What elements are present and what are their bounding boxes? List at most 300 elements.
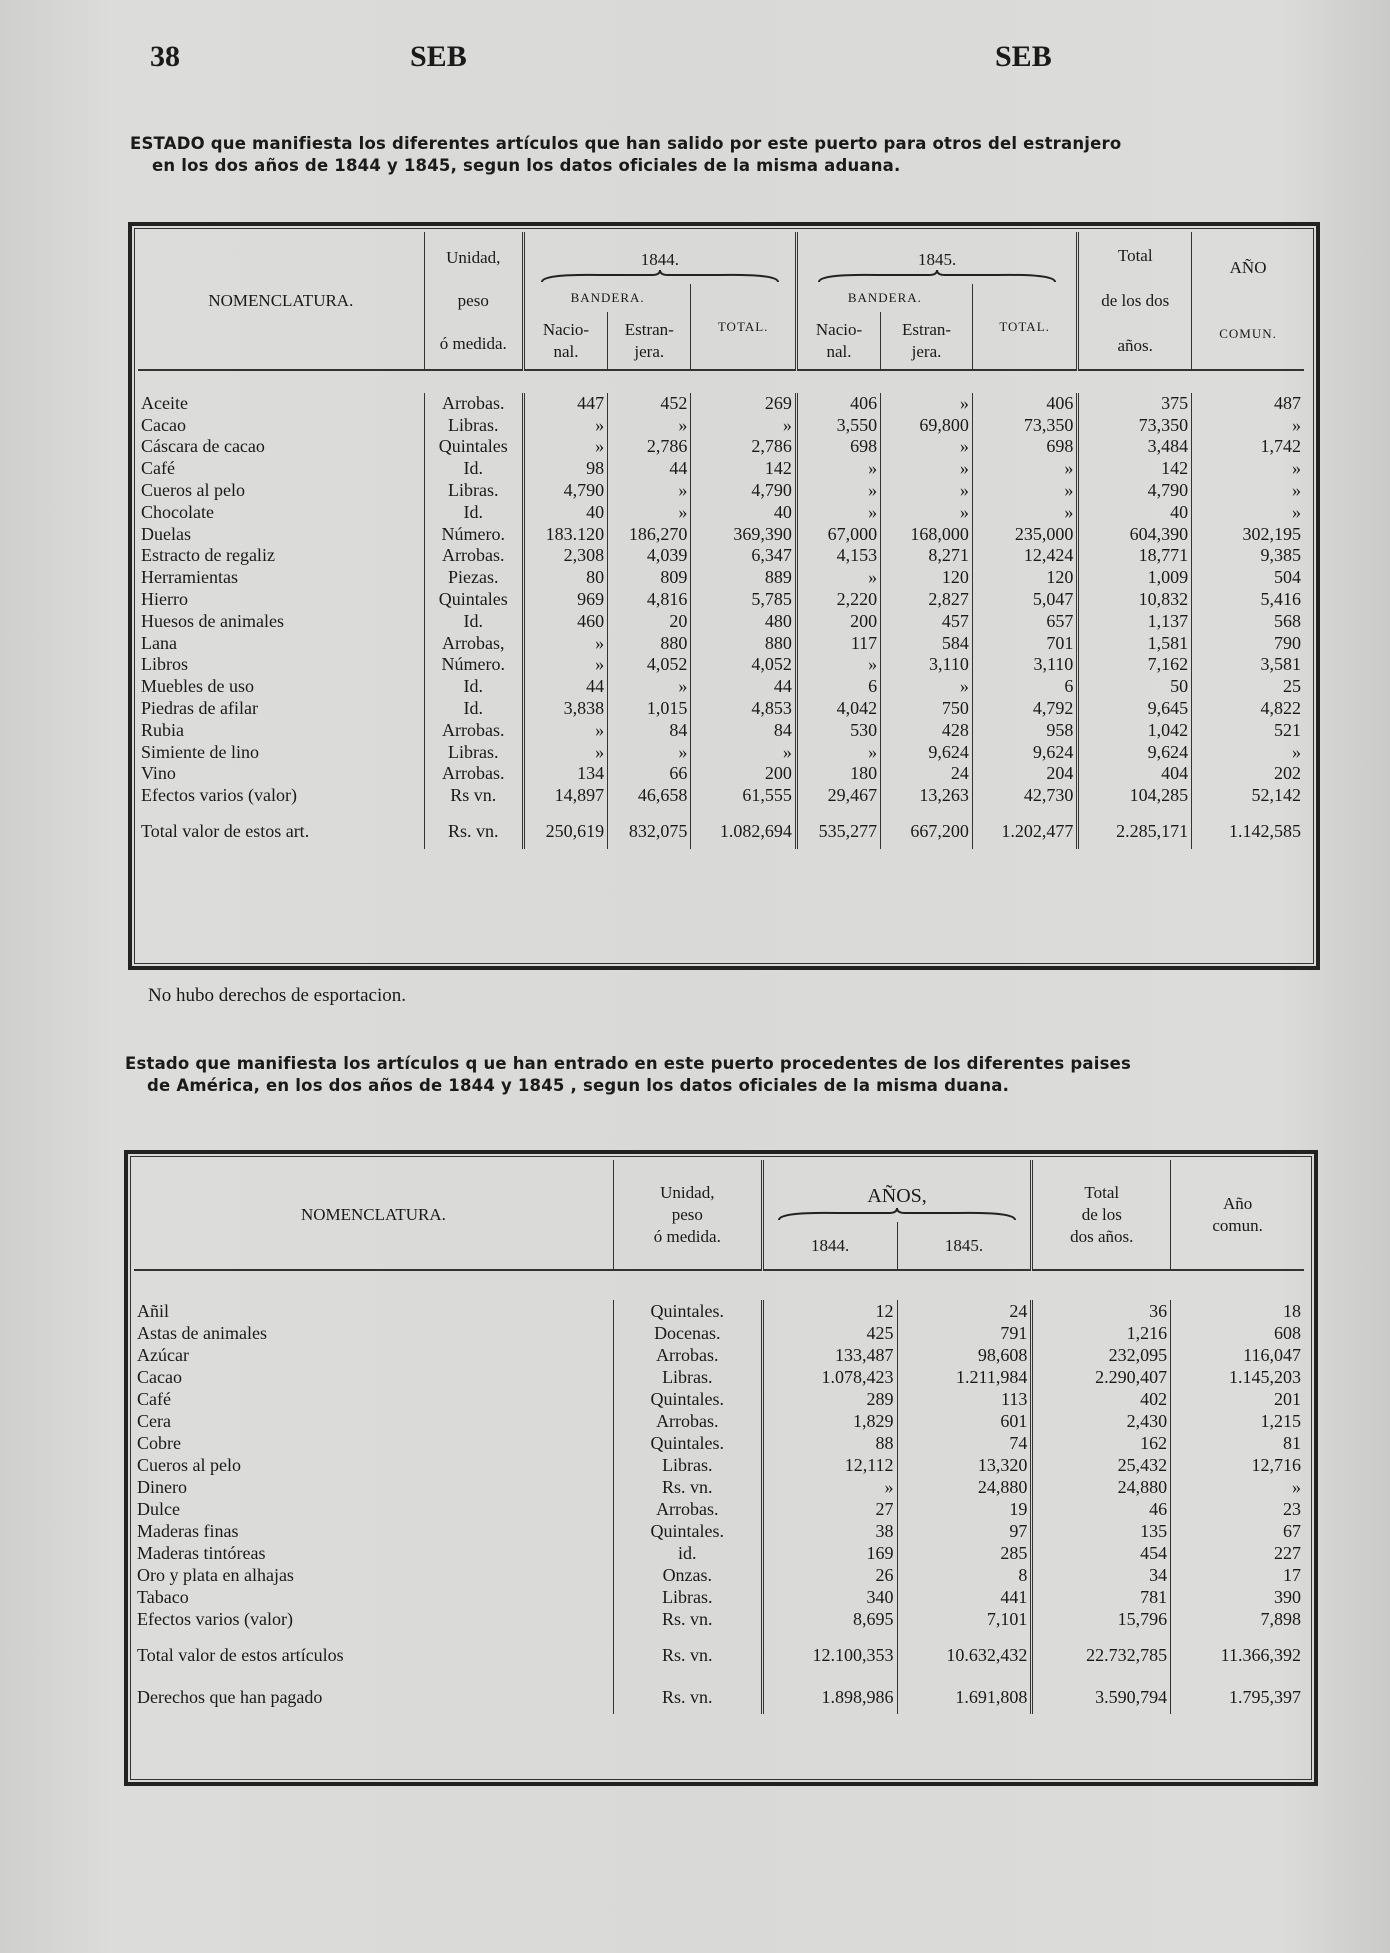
exports-cell: Piezas. [424, 567, 523, 589]
imports-cell: id. [613, 1542, 762, 1564]
imports-cell: Quintales. [613, 1432, 762, 1454]
imports-cell: 27 [762, 1498, 897, 1520]
bandera-label: BANDERA. [847, 290, 922, 305]
exports-row [138, 436, 1304, 458]
exports-cell: Arrobas. [424, 763, 523, 785]
imports-derechos-row-cell: 1.691,808 [897, 1672, 1032, 1714]
imports-item-name: Dinero [137, 1477, 187, 1497]
exports-cell: Id. [424, 458, 523, 480]
exports-cell: 20 [608, 611, 691, 633]
exports-cell: 657 [972, 611, 1077, 633]
exports-col-total-1845: TOTAL. [972, 284, 1077, 370]
exports-cell: 1,581 [1078, 633, 1192, 655]
imports-cell: 81 [1171, 1432, 1304, 1454]
imports-cell: 1.145,203 [1171, 1366, 1304, 1388]
imports-row [134, 1300, 1304, 1322]
exports-cell: 183.120 [523, 524, 607, 546]
imports-cell: 34 [1032, 1564, 1171, 1586]
imports-row [134, 1454, 1304, 1476]
exports-row [138, 458, 1304, 480]
exports-cell: » [608, 742, 691, 764]
running-head-left: SEB [410, 40, 467, 73]
exports-cell: 2,827 [881, 589, 973, 611]
exports-cell: 701 [972, 633, 1077, 655]
exports-cell: » [523, 654, 607, 676]
exports-cell: » [608, 480, 691, 502]
exports-cell: » [796, 502, 880, 524]
exports-cell: 24 [881, 763, 973, 785]
exports-cell: 969 [523, 589, 607, 611]
imports-cell: Libras. [613, 1366, 762, 1388]
exports-cell: 2,786 [608, 436, 691, 458]
exports-item-name: Huesos de animales [141, 610, 284, 631]
exports-cell: 460 [523, 611, 607, 633]
exports-note: No hubo derechos de esportacion. [148, 985, 407, 1006]
exports-row [138, 763, 1304, 785]
imports-cell: 7,101 [897, 1608, 1032, 1630]
imports-cell: 116,047 [1171, 1344, 1304, 1366]
exports-cell: 29,467 [796, 785, 880, 807]
exports-cell: » [796, 480, 880, 502]
imports-cell: 285 [897, 1542, 1032, 1564]
exports-cell: » [881, 502, 973, 524]
exports-cell: 889 [691, 567, 796, 589]
exports-cell: 84 [608, 720, 691, 742]
imports-cell: 98,608 [897, 1344, 1032, 1366]
imports-cell: 17 [1171, 1564, 1304, 1586]
exports-row [138, 502, 1304, 524]
exports-cell: Id. [424, 698, 523, 720]
imports-row [134, 1542, 1304, 1564]
exports-cell: 134 [523, 763, 607, 785]
exports-cell: 67,000 [796, 524, 880, 546]
exports-cell: 40 [1078, 502, 1192, 524]
imports-row [134, 1608, 1304, 1630]
exports-cell: 84 [691, 720, 796, 742]
imports-cell: 25,432 [1032, 1454, 1171, 1476]
exports-cell: » [608, 676, 691, 698]
exports-item-name: Estracto de regaliz [141, 545, 275, 566]
imports-col-ano-line2: comun. [1212, 1215, 1263, 1235]
exports-cell: 5,785 [691, 589, 796, 611]
imports-cell: 169 [762, 1542, 897, 1564]
exports-item-name: Libros [141, 654, 188, 675]
imports-cell: 12,112 [762, 1454, 897, 1476]
exports-col-ano-line2: COMUN. [1219, 325, 1277, 341]
exports-cell: 200 [691, 763, 796, 785]
imports-cell: Quintales. [613, 1300, 762, 1322]
exports-cell: 4,790 [1078, 480, 1192, 502]
exports-cell: 10,832 [1078, 589, 1192, 611]
imports-caption-line-1: Estado que manifiesta los artículos q ue han entrado en este puerto procedentes de los diferentes paises [125, 1054, 1131, 1073]
exports-col-unidad-line3: ó medida. [439, 334, 507, 353]
exports-cell: 698 [972, 436, 1077, 458]
exports-cell: » [1192, 742, 1304, 764]
nacional-line2: nal. [553, 341, 579, 361]
imports-cell: 24,880 [897, 1476, 1032, 1498]
exports-total-row [138, 807, 1304, 849]
imports-total-row-label: Total valor de estos artículos [137, 1645, 344, 1665]
imports-cell: 201 [1171, 1388, 1304, 1410]
exports-cell: » [523, 436, 607, 458]
imports-cell: 12,716 [1171, 1454, 1304, 1476]
exports-col-estranjera-1845 [881, 312, 973, 370]
imports-total-row [134, 1630, 1304, 1672]
exports-total-cell: 832,075 [608, 807, 691, 849]
exports-total-cell: 667,200 [881, 807, 973, 849]
exports-col-ano-line1: AÑO [1229, 257, 1267, 277]
exports-row [138, 785, 1304, 807]
exports-cell: 14,897 [523, 785, 607, 807]
exports-cell: 584 [881, 633, 973, 655]
exports-row [138, 633, 1304, 655]
imports-row [134, 1432, 1304, 1454]
exports-cell: 958 [972, 720, 1077, 742]
imports-col-unidad-line2: peso [671, 1204, 703, 1224]
imports-cell: » [762, 1476, 897, 1498]
exports-cell: » [523, 720, 607, 742]
exports-cell: 369,390 [691, 524, 796, 546]
exports-cell: 3,838 [523, 698, 607, 720]
imports-derechos-row-cell: 1.898,986 [762, 1672, 897, 1714]
imports-total-row-cell: Rs. vn. [613, 1630, 762, 1672]
imports-item-name: Añil [137, 1301, 170, 1321]
imports-cell: 454 [1032, 1542, 1171, 1564]
imports-cell: Onzas. [613, 1564, 762, 1586]
exports-cell: 1,742 [1192, 436, 1304, 458]
exports-cell: 2,308 [523, 545, 607, 567]
exports-cell: 44 [691, 676, 796, 698]
exports-row [138, 524, 1304, 546]
imports-derechos-row-label: Derechos que han pagado [137, 1687, 323, 1707]
exports-cell: 790 [1192, 633, 1304, 655]
exports-cell: 4,790 [523, 480, 607, 502]
exports-cell: 98 [523, 458, 607, 480]
exports-cell: 6,347 [691, 545, 796, 567]
exports-cell: » [1192, 480, 1304, 502]
exports-cell: 61,555 [691, 785, 796, 807]
imports-cell: Arrobas. [613, 1344, 762, 1366]
exports-cell: » [1192, 458, 1304, 480]
imports-cell: Quintales. [613, 1388, 762, 1410]
imports-cell: 24 [897, 1300, 1032, 1322]
exports-cell: 4,039 [608, 545, 691, 567]
imports-cell: » [1171, 1476, 1304, 1498]
exports-cell: 9,624 [1078, 742, 1192, 764]
exports-cell: » [796, 567, 880, 589]
imports-table-body [134, 1300, 1304, 1714]
exports-cell: 9,385 [1192, 545, 1304, 567]
imports-cell: 390 [1171, 1586, 1304, 1608]
exports-row [138, 720, 1304, 742]
exports-cell: 73,350 [972, 415, 1077, 437]
exports-total-cell: 535,277 [796, 807, 880, 849]
imports-cell: 13,320 [897, 1454, 1032, 1476]
imports-cell: 26 [762, 1564, 897, 1586]
exports-cell: 44 [608, 458, 691, 480]
exports-item-name: Hierro [141, 588, 188, 609]
imports-caption-line-2: de América, en los dos años de 1844 y 1845 , segun los datos oficiales de la misma duana. [147, 1076, 1010, 1095]
exports-cell: 25 [1192, 676, 1304, 698]
exports-cell: 120 [881, 567, 973, 589]
exports-cell: 480 [691, 611, 796, 633]
exports-cell: 40 [523, 502, 607, 524]
exports-total-cell: 1.142,585 [1192, 807, 1304, 849]
exports-cell: Libras. [424, 480, 523, 502]
exports-cell: 1,137 [1078, 611, 1192, 633]
exports-item-name: Rubia [141, 719, 184, 740]
estranjera-line1: Estran- [624, 319, 674, 339]
exports-cell: 4,153 [796, 545, 880, 567]
imports-cell: 67 [1171, 1520, 1304, 1542]
exports-total-cell: Rs. vn. [424, 807, 523, 849]
exports-total-cell: 2.285,171 [1078, 807, 1192, 849]
exports-cell: » [691, 415, 796, 437]
exports-cell: 117 [796, 633, 880, 655]
exports-cell: 168,000 [881, 524, 973, 546]
exports-total-cell: 250,619 [523, 807, 607, 849]
exports-cell: 6 [796, 676, 880, 698]
exports-cell: Libras. [424, 415, 523, 437]
exports-col-nacional-1845 [796, 312, 880, 370]
exports-item-name: Herramientas [141, 567, 238, 588]
exports-caption-line-2: en los dos años de 1844 y 1845, segun los datos oficiales de la misma aduana. [152, 156, 901, 175]
exports-col-unidad [424, 232, 523, 370]
exports-cell: » [608, 415, 691, 437]
imports-row [134, 1388, 1304, 1410]
exports-cell: » [1192, 415, 1304, 437]
exports-caption [130, 133, 1330, 177]
imports-cell: 8,695 [762, 1608, 897, 1630]
exports-cell: Quintales [424, 436, 523, 458]
exports-cell: » [691, 742, 796, 764]
imports-row [134, 1586, 1304, 1608]
exports-cell: 120 [972, 567, 1077, 589]
imports-cell: 2,430 [1032, 1410, 1171, 1432]
exports-row [138, 415, 1304, 437]
imports-row [134, 1520, 1304, 1542]
imports-anos-label: AÑOS, [867, 1185, 927, 1207]
exports-year2-label: 1845. [917, 250, 957, 269]
exports-item-name: Aceite [141, 392, 188, 413]
imports-cell: 38 [762, 1520, 897, 1542]
exports-cell: Arrobas. [424, 393, 523, 415]
imports-item-name: Cacao [137, 1367, 182, 1387]
exports-cell: 9,624 [881, 742, 973, 764]
exports-item-name: Cueros al pelo [141, 479, 245, 500]
exports-row [138, 611, 1304, 633]
exports-cell: 302,195 [1192, 524, 1304, 546]
imports-item-name: Maderas tintóreas [137, 1543, 266, 1563]
imports-cell: 1,829 [762, 1410, 897, 1432]
exports-cell: » [523, 633, 607, 655]
imports-derechos-row [134, 1672, 1304, 1714]
exports-cell: 235,000 [972, 524, 1077, 546]
exports-cell: 5,047 [972, 589, 1077, 611]
estranjera-line2: jera. [634, 341, 665, 361]
exports-cell: 42,730 [972, 785, 1077, 807]
exports-row [138, 589, 1304, 611]
exports-col-estranjera-1844 [608, 312, 691, 370]
exports-col-nomenclatura: NOMENCLATURA. [208, 290, 354, 310]
exports-cell: 104,285 [1078, 785, 1192, 807]
exports-cell: 568 [1192, 611, 1304, 633]
imports-row [134, 1344, 1304, 1366]
exports-item-name: Piedras de afilar [141, 697, 258, 718]
exports-cell: 530 [796, 720, 880, 742]
exports-cell: 7,162 [1078, 654, 1192, 676]
imports-cell: 162 [1032, 1432, 1171, 1454]
exports-cell: » [881, 393, 973, 415]
exports-cell: 202 [1192, 763, 1304, 785]
exports-cell: Número. [424, 654, 523, 676]
exports-cell: 406 [972, 393, 1077, 415]
imports-col-ano-line1: Año [1222, 1193, 1253, 1213]
exports-cell: 9,624 [972, 742, 1077, 764]
exports-cell: 204 [972, 763, 1077, 785]
exports-col-unidad-line2: peso [457, 291, 489, 310]
imports-cell: Libras. [613, 1454, 762, 1476]
exports-item-name: Café [141, 458, 175, 479]
imports-cell: 601 [897, 1410, 1032, 1432]
imports-cell: 227 [1171, 1542, 1304, 1564]
exports-cell: 698 [796, 436, 880, 458]
exports-cell: » [881, 458, 973, 480]
exports-cell: 4,816 [608, 589, 691, 611]
exports-cell: 4,052 [608, 654, 691, 676]
exports-item-name: Lana [141, 632, 177, 653]
exports-cell: 66 [608, 763, 691, 785]
exports-cell: 2,220 [796, 589, 880, 611]
exports-cell: » [1192, 502, 1304, 524]
imports-col-unidad-line1: Unidad, [660, 1182, 715, 1202]
imports-cell: 8 [897, 1564, 1032, 1586]
exports-cell: 4,822 [1192, 698, 1304, 720]
exports-cell: 809 [608, 567, 691, 589]
imports-cell: Arrobas. [613, 1410, 762, 1432]
imports-col-1844: 1844. [762, 1222, 897, 1270]
imports-cell: 781 [1032, 1586, 1171, 1608]
exports-cell: 1,042 [1078, 720, 1192, 742]
exports-col-ano-comun [1192, 232, 1304, 370]
exports-row [138, 698, 1304, 720]
imports-cell: Libras. [613, 1586, 762, 1608]
imports-table [134, 1160, 1304, 1714]
imports-total-row-cell: 11.366,392 [1171, 1630, 1304, 1672]
exports-item-name: Vino [141, 763, 176, 784]
exports-col-unidad-line1: Unidad, [446, 248, 501, 267]
imports-cell: 441 [897, 1586, 1032, 1608]
exports-cell: 46,658 [608, 785, 691, 807]
exports-cell: 447 [523, 393, 607, 415]
imports-col-1845: 1845. [897, 1222, 1032, 1270]
exports-cell: 52,142 [1192, 785, 1304, 807]
nacional-line1: Nacio- [542, 319, 590, 339]
exports-cell: 69,800 [881, 415, 973, 437]
exports-cell: 186,270 [608, 524, 691, 546]
imports-cell: Rs. vn. [613, 1608, 762, 1630]
imports-item-name: Tabaco [137, 1587, 189, 1607]
exports-row [138, 654, 1304, 676]
exports-cell: 200 [796, 611, 880, 633]
imports-derechos-row-cell: 3.590,794 [1032, 1672, 1171, 1714]
imports-cell: 7,898 [1171, 1608, 1304, 1630]
exports-cell: » [608, 502, 691, 524]
exports-cell: Número. [424, 524, 523, 546]
exports-item-name: Cáscara de cacao [141, 436, 265, 457]
imports-total-row-cell: 10.632,432 [897, 1630, 1032, 1672]
exports-cell: » [523, 415, 607, 437]
imports-cell: 1.211,984 [897, 1366, 1032, 1388]
imports-cell: 289 [762, 1388, 897, 1410]
exports-col-total-dos-anos [1078, 232, 1192, 370]
imports-item-name: Café [137, 1389, 171, 1409]
imports-total-row-cell: 12.100,353 [762, 1630, 897, 1672]
exports-cell: Arrobas. [424, 720, 523, 742]
nacional-line2: nal. [826, 341, 852, 361]
exports-cell: » [972, 480, 1077, 502]
exports-cell: 3,550 [796, 415, 880, 437]
imports-cell: 12 [762, 1300, 897, 1322]
exports-item-name: Muebles de uso [141, 676, 254, 697]
page-number: 38 [150, 40, 180, 73]
imports-cell: Docenas. [613, 1322, 762, 1344]
brace-icon [817, 270, 1057, 284]
exports-total-cell: 1.082,694 [691, 807, 796, 849]
imports-cell: 1,215 [1171, 1410, 1304, 1432]
imports-cell: 791 [897, 1322, 1032, 1344]
exports-cell: 269 [691, 393, 796, 415]
exports-cell: 404 [1078, 763, 1192, 785]
imports-cell: 74 [897, 1432, 1032, 1454]
exports-cell: 521 [1192, 720, 1304, 742]
imports-row [134, 1476, 1304, 1498]
imports-cell: 425 [762, 1322, 897, 1344]
exports-cell: 9,645 [1078, 698, 1192, 720]
exports-col-total-1844: TOTAL. [691, 284, 796, 370]
exports-cell: 4,790 [691, 480, 796, 502]
imports-cell: 113 [897, 1388, 1032, 1410]
exports-cell: 2,786 [691, 436, 796, 458]
imports-cell: 135 [1032, 1520, 1171, 1542]
exports-row [138, 480, 1304, 502]
exports-col-total-line1: Total [1117, 246, 1153, 265]
imports-row [134, 1410, 1304, 1432]
exports-cell: Arrobas. [424, 545, 523, 567]
imports-cell: 402 [1032, 1388, 1171, 1410]
exports-cell: 4,853 [691, 698, 796, 720]
exports-col-nacional-1844 [523, 312, 607, 370]
exports-item-name: Cacao [141, 414, 186, 435]
exports-caption-line-1: ESTADO que manifiesta los diferentes artículos que han salido por este puerto para otros del estranjero [130, 134, 1122, 153]
exports-cell: 428 [881, 720, 973, 742]
exports-row [138, 393, 1304, 415]
brace-icon [540, 270, 780, 284]
imports-item-name: Dulce [137, 1499, 180, 1519]
exports-cell: 4,052 [691, 654, 796, 676]
imports-col-total-line2: de los [1081, 1204, 1122, 1224]
exports-cell: Id. [424, 502, 523, 524]
imports-total-row-cell: 22.732,785 [1032, 1630, 1171, 1672]
exports-cell: 180 [796, 763, 880, 785]
imports-col-unidad-line3: ó medida. [653, 1226, 721, 1246]
exports-cell: 457 [881, 611, 973, 633]
exports-row [138, 676, 1304, 698]
exports-cell: Quintales [424, 589, 523, 611]
exports-cell: 604,390 [1078, 524, 1192, 546]
imports-col-total [1032, 1160, 1171, 1270]
imports-derechos-row-cell: 1.795,397 [1171, 1672, 1304, 1714]
